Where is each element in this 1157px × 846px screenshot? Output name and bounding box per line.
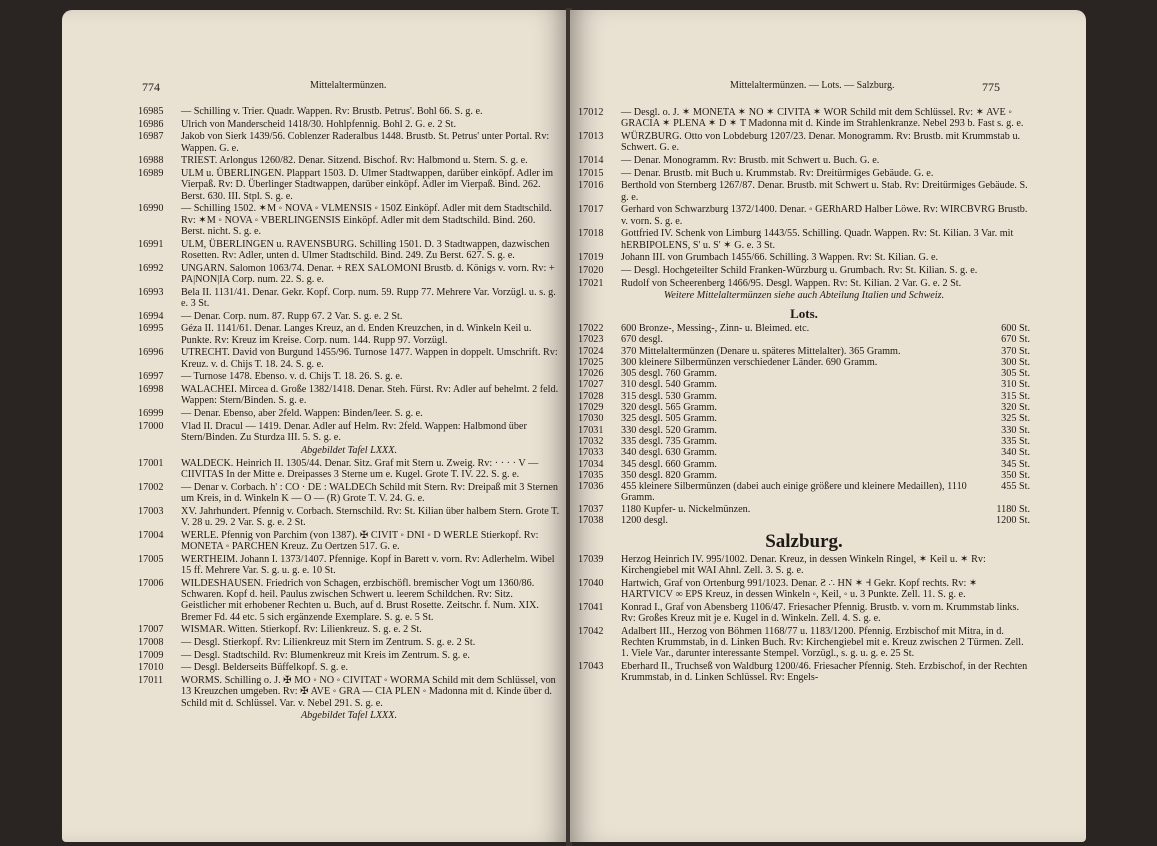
lot-number: 16991 bbox=[138, 238, 164, 250]
lot-row bbox=[578, 323, 1030, 334]
lot-row bbox=[578, 504, 1030, 515]
lot-number: 17038 bbox=[578, 515, 604, 526]
lot-number: 16995 bbox=[138, 323, 164, 335]
lot-number: 17023 bbox=[578, 334, 604, 346]
lot-number: 17035 bbox=[578, 469, 604, 481]
plate-note: Abgebildet Tafel LXXX. bbox=[300, 710, 398, 722]
lot-number: 17025 bbox=[578, 356, 604, 368]
catalog-entry bbox=[578, 131, 1030, 154]
lot-number: 17013 bbox=[578, 130, 604, 142]
catalog-entry bbox=[138, 421, 560, 444]
catalog-entry bbox=[138, 106, 560, 117]
entry-description: TRIEST. Arlongus 1260/82. Denar. Sitzend. Bischof. Rv: Halbmond u. Stern. S. g. e. bbox=[181, 155, 528, 167]
right-entry-list bbox=[578, 107, 1030, 685]
lot-description: 335 desgl. 735 Gramm. bbox=[621, 435, 717, 447]
lot-number: 17019 bbox=[578, 252, 604, 264]
catalog-entry bbox=[138, 624, 560, 635]
entry-description: Berthold von Sternberg 1267/87. Denar. Brustb. mit Schwert u. Stab. Rv: Dreitürmiges Gebäude. S. g. e. bbox=[621, 180, 1028, 203]
catalog-entry bbox=[578, 252, 1030, 263]
lot-number: 17040 bbox=[578, 577, 604, 589]
left-page bbox=[62, 10, 568, 842]
entry-description: — Desgl. Hochgeteilter Schild Franken-Würzburg u. Grumbach. Rv: St. Kilian. S. g. e. bbox=[621, 264, 978, 276]
lot-description: 325 desgl. 505 Gramm. bbox=[621, 413, 717, 425]
lot-number: 17008 bbox=[138, 637, 164, 649]
plate-note: Weitere Mittelaltermünzen siehe auch Abteilung Italien und Schweiz. bbox=[663, 290, 945, 302]
lot-number: 17033 bbox=[578, 447, 604, 459]
lot-description: 1200 desgl. bbox=[621, 515, 668, 526]
lot-row bbox=[578, 368, 1030, 379]
lot-description: 345 desgl. 660 Gramm. bbox=[621, 458, 717, 470]
catalog-entry bbox=[138, 650, 560, 661]
lot-description: 455 kleinere Silbermünzen (dabei auch einige größere und kleinere Medaillen), 1110 Gramm. bbox=[621, 481, 967, 504]
lot-description: 670 desgl. bbox=[621, 334, 663, 346]
catalog-entry bbox=[138, 263, 560, 286]
lot-quantity: 370 St. bbox=[1001, 345, 1030, 357]
lot-number: 17006 bbox=[138, 577, 164, 589]
lot-quantity: 305 St. bbox=[1001, 368, 1030, 380]
entry-description: WÜRZBURG. Otto von Lobdeburg 1207/23. Denar. Monogramm. Rv: Brustb. mit Krummstab u. Schwert. G. e. bbox=[621, 130, 1021, 154]
lot-quantity: 335 St. bbox=[1001, 435, 1030, 447]
catalog-entry bbox=[578, 278, 1030, 289]
right-running-title: Mittelaltermünzen. — Lots. — Salzburg. bbox=[730, 80, 895, 91]
catalog-entry bbox=[578, 204, 1030, 227]
lot-number: 16987 bbox=[138, 131, 164, 143]
catalog-entry bbox=[138, 637, 560, 648]
lot-number: 17010 bbox=[138, 662, 164, 674]
lot-row bbox=[578, 425, 1030, 436]
catalog-entry bbox=[578, 180, 1030, 203]
entry-description: ULM, ÜBERLINGEN u. RAVENSBURG. Schilling 1501. D. 3 Stadtwappen, dazwischen Rosetten. Rv: Adler, unten d. Ulmer Stadtschild. Bind. 249. Zu Berst. 627. S. g. e. bbox=[181, 238, 550, 261]
entry-description: Gottfried IV. Schenk von Limburg 1443/55. Schilling. Quadr. Wappen. Rv: St. Kilian. 3 Var. mit hERBIPOLENS, S' u. S' ✶ G. e. 3 St. bbox=[621, 228, 1014, 251]
lot-description: 320 desgl. 565 Gramm. bbox=[621, 402, 717, 414]
lot-quantity: 320 St. bbox=[1001, 402, 1030, 414]
lot-quantity: 330 St. bbox=[1001, 424, 1030, 436]
lot-description: 315 desgl. 530 Gramm. bbox=[621, 390, 717, 402]
lot-row bbox=[578, 470, 1030, 481]
catalog-entry bbox=[138, 287, 560, 310]
catalog-entry bbox=[138, 347, 560, 370]
lot-row bbox=[578, 402, 1030, 413]
lot-number: 17000 bbox=[138, 420, 164, 432]
lot-number: 17028 bbox=[578, 390, 604, 402]
entry-description: Hartwich, Graf von Ortenburg 991/1023. Denar. Ƨ ∴ HN ✶ Ꟶ Gekr. Kopf rechts. Rv: ✶ HARTVICV ∞ EPS Kreuz, in dessen Winkeln ◦, Keil, ◦ u. 3 Punkte. Zell. 11. S. g. e. bbox=[621, 577, 978, 600]
entry-description: Adalbert III., Herzog von Böhmen 1168/77 u. 1183/1200. Pfennig. Erzbischof mit Mitra, in d. Rechten Krummstab, in d. Linken Buch. Rv: Kirchengiebel mit e. Kreuz zwischen 2 Türmen. Zell. 1. Viele Var., darunter interessante Stempel. Vorzügl., s. g. u. g. e. 25 St. bbox=[621, 625, 1024, 660]
left-entry-list bbox=[138, 106, 560, 724]
catalog-entry bbox=[578, 168, 1030, 179]
lot-number: 17020 bbox=[578, 264, 604, 276]
entry-description: XV. Jahrhundert. Pfennig v. Corbach. Sternschild. Rv: St. Kilian über halbem Stern. Grote T. V. 28 u. 29. 2 Var. S. g. e. 2 St. bbox=[181, 505, 560, 529]
lot-number: 17003 bbox=[138, 505, 164, 517]
plate-note: Abgebildet Tafel LXXX. bbox=[300, 444, 398, 456]
lot-number: 17015 bbox=[578, 167, 604, 179]
lot-description: 350 desgl. 820 Gramm. bbox=[621, 469, 717, 481]
lot-number: 17017 bbox=[578, 204, 604, 216]
lot-number: 17026 bbox=[578, 368, 604, 380]
catalog-entry bbox=[138, 371, 560, 382]
lot-number: 17018 bbox=[578, 228, 604, 240]
lot-number: 17024 bbox=[578, 345, 604, 357]
entry-description: ULM u. ÜBERLINGEN. Plappart 1503. D. Ulmer Stadtwappen, darüber einköpf. Adler im Vierpaß. Rv: D. Überlinger Stadtwappen, darüber einköpf. Adler im Vierpaß. Bind. 262. Berst. 630. III. Stpl. S. g. e. bbox=[181, 168, 554, 202]
lot-number: 17031 bbox=[578, 424, 604, 436]
lot-number: 16988 bbox=[138, 155, 164, 167]
lot-description: 300 kleinere Silbermünzen verschiedener Länder. 690 Gramm. bbox=[621, 356, 878, 368]
catalog-entry bbox=[578, 155, 1030, 166]
lot-number: 17032 bbox=[578, 435, 604, 447]
entry-description: WORMS. Schilling o. J. ✠ MO ◦ NO ◦ CIVITAT ◦ WORMA Schild mit dem Schlüssel, von 13 Kreuzchen umgeben. Rv: ✠ AVE ◦ GRA — CIA PLEN ◦ Madonna mit d. Kinde über d. Schild mit d. Schlüssel. Var. v. Nebel 291. S. g. e. bbox=[181, 675, 556, 709]
lot-description: 370 Mittelaltermünzen (Denare u. späteres Mittelalter). 365 Gramm. bbox=[621, 345, 901, 357]
catalog-entry bbox=[138, 131, 560, 154]
lot-number: 17016 bbox=[578, 180, 604, 192]
catalog-entry bbox=[138, 554, 560, 577]
lot-description: 305 desgl. 760 Gramm. bbox=[621, 368, 717, 380]
lot-description: 1180 Kupfer- u. Nickelmünzen. bbox=[621, 503, 751, 515]
entry-description: Eberhard II., Truchseß von Waldburg 1200/46. Friesacher Pfennig. Steh. Erzbischof, in der Rechten Krummstab, in d. Linken Schlüssel. Rv: Engels- bbox=[621, 660, 1028, 684]
lot-quantity: 1180 St. bbox=[996, 503, 1030, 515]
entry-description: Bela II. 1131/41. Denar. Gekr. Kopf. Corp. num. 59. Rupp 77. Mehrere Var. Vorzügl. u. s. g. e. 3 St. bbox=[181, 286, 556, 309]
right-catalog-entries bbox=[578, 107, 1030, 302]
lot-number: 17014 bbox=[578, 154, 604, 166]
lot-number: 17001 bbox=[138, 457, 164, 469]
entry-description: Herzog Heinrich IV. 995/1002. Denar. Kreuz, in dessen Winkeln Ringel, ✶ Keil u. ✶ Rv: Kirchengiebel mit WAI Ahnl. Zell. 3. S. g. e. bbox=[621, 553, 986, 576]
catalog-entry bbox=[578, 228, 1030, 251]
lot-number: 16992 bbox=[138, 262, 164, 274]
lot-number: 17007 bbox=[138, 624, 164, 636]
lot-description: 310 desgl. 540 Gramm. bbox=[621, 379, 717, 391]
entry-description: — Desgl. Belderseits Büffelkopf. S. g. e. bbox=[181, 662, 349, 674]
entry-description: Vlad II. Dracul — 1419. Denar. Adler auf Helm. Rv: 2feld. Wappen: Halbmond über Stern/Binden. Zu Sturdza III. 5. S. g. e. bbox=[181, 420, 527, 443]
catalog-entry bbox=[578, 602, 1030, 625]
lot-number: 16985 bbox=[138, 106, 164, 117]
lot-quantity: 455 St. bbox=[1001, 481, 1030, 493]
entry-description: WILDESHAUSEN. Friedrich von Schagen, erzbischöfl. bremischer Vogt um 1360/86. Schwaren. Kopf d. heil. Paulus zwischen Schwert u. leerem Schildchen. Rv: Sitz. Geistlicher mit erhobener Rechten u. Buch, auf d. Brust Rosette. Zeitschr. f. Num. XIX. Bremer Fd. 44 etc. 5 sich ergänzende Exemplare. S. g. e. 5 St. bbox=[181, 577, 539, 623]
catalog-entry bbox=[138, 530, 560, 553]
lot-row bbox=[578, 357, 1030, 368]
lot-number: 17036 bbox=[578, 481, 604, 493]
lot-number: 17002 bbox=[138, 481, 164, 493]
lot-number: 17012 bbox=[578, 107, 604, 118]
right-page-number: 775 bbox=[982, 80, 1000, 94]
lot-number: 16993 bbox=[138, 286, 164, 298]
entry-description: — Denar. Brustb. mit Buch u. Krummstab. Rv: Dreitürmiges Gebäude. G. e. bbox=[621, 167, 934, 179]
lot-quantity: 340 St. bbox=[1001, 447, 1030, 459]
catalog-entry bbox=[578, 554, 1030, 577]
lot-number: 16996 bbox=[138, 347, 164, 359]
entry-description: — Turnose 1478. Ebenso. v. d. Chijs T. 18. 26. S. g. e. bbox=[181, 371, 403, 383]
lot-number: 17022 bbox=[578, 322, 604, 334]
lot-row bbox=[578, 334, 1030, 345]
lots-list bbox=[578, 323, 1030, 526]
entry-description: — Schilling 1502. ✶M ◦ NOVA ◦ VLMENSIS ◦ 150Z Einköpf. Adler mit dem Stadtschild. Rv: ✶M ◦ NOVA ◦ VBERLINGENSIS Einköpf. Adler mit dem Stadtschild. Bind. 260. Berst. nicht. S. g. e. bbox=[181, 203, 552, 237]
lot-quantity: 670 St. bbox=[1001, 334, 1030, 346]
lot-description: 600 Bronze-, Messing-, Zinn- u. Bleimed. etc. bbox=[621, 322, 810, 334]
entry-description: Konrad I., Graf von Abensberg 1106/47. Friesacher Pfennig. Brustb. v. vorn m. Krummstab links. Rv: Großes Kreuz mit je e. Kugel in d. Winkeln. Zell. 4. S. g. e. bbox=[621, 601, 1020, 624]
lot-number: 16998 bbox=[138, 383, 164, 395]
catalog-entry bbox=[138, 578, 560, 623]
entry-description: Rudolf von Scheerenberg 1466/95. Desgl. Wappen. Rv: St. Kilian. 2 Var. G. e. 2 St. bbox=[621, 277, 962, 289]
lot-quantity: 350 St. bbox=[1001, 469, 1030, 481]
lot-quantity: 300 St. bbox=[1001, 356, 1030, 368]
lot-number: 17042 bbox=[578, 625, 604, 637]
lot-number: 17021 bbox=[578, 277, 604, 289]
catalog-entry bbox=[578, 661, 1030, 684]
catalog-entry bbox=[138, 119, 560, 130]
entry-description: WERLE. Pfennig von Parchim (von 1387). ✠ CIVIT ◦ DNI ◦ D WERLE Stierkopf. Rv: MONETA ◦ PARCHEN Kreuz. Zu Oertzen 517. G. e. bbox=[181, 529, 539, 553]
lot-number: 16986 bbox=[138, 118, 164, 130]
lot-row bbox=[578, 481, 1030, 504]
lot-number: 16999 bbox=[138, 407, 164, 419]
catalog-entry bbox=[578, 626, 1030, 660]
entry-description: WERTHEIM. Johann I. 1373/1407. Pfennige. Kopf in Barett v. vorn. Rv: Adlerhelm. Wibel 15 ff. Mehrere Var. S. g. u. g. e. 10 St. bbox=[181, 553, 555, 577]
entry-description: UNGARN. Salomon 1063/74. Denar. + REX SALOMONI Brustb. d. Königs v. vorn. Rv: + PA|NON|IA Corp. num. 22. S. g. e. bbox=[181, 262, 555, 285]
catalog-entry bbox=[578, 578, 1030, 601]
lot-number: 17011 bbox=[138, 675, 164, 687]
lot-quantity: 315 St. bbox=[1001, 390, 1030, 402]
lot-quantity: 345 St. bbox=[1001, 458, 1030, 470]
lot-number: 17009 bbox=[138, 649, 164, 661]
entry-description: — Desgl. Stierkopf. Rv: Lilienkreuz mit Stern im Zentrum. S. g. e. 2 St. bbox=[181, 637, 476, 649]
lot-number: 17027 bbox=[578, 379, 604, 391]
catalog-entry bbox=[138, 384, 560, 407]
entry-description: Johann III. von Grumbach 1455/66. Schilling. 3 Wappen. Rv: St. Kilian. G. e. bbox=[621, 252, 939, 264]
lot-row bbox=[578, 447, 1030, 458]
lot-row bbox=[578, 413, 1030, 424]
lots-heading: Lots. bbox=[790, 305, 818, 321]
lot-quantity: 1200 St. bbox=[996, 515, 1030, 526]
lot-number: 17039 bbox=[578, 553, 604, 565]
lot-row bbox=[578, 379, 1030, 390]
lot-number: 16989 bbox=[138, 168, 164, 180]
entry-description: — Desgl. o. J. ✶ MONETA ✶ NO ✶ CIVITA ✶ WOR Schild mit dem Schlüssel. Rv: ✶ AVE ◦ GRACIA ✶ PLENA ✶ D ✶ T Madonna mit d. Kinde im Strahlenkranze. Nebel 293 b. Fast s. g. e. bbox=[621, 107, 1024, 130]
lot-row bbox=[578, 346, 1030, 357]
catalog-entry bbox=[138, 323, 560, 346]
lot-row bbox=[578, 459, 1030, 470]
lot-number: 17043 bbox=[578, 660, 604, 672]
lot-row bbox=[578, 515, 1030, 526]
lot-number: 17005 bbox=[138, 553, 164, 565]
left-page-number: 774 bbox=[142, 80, 160, 94]
lot-description: 330 desgl. 520 Gramm. bbox=[621, 424, 717, 436]
entry-description: — Desgl. Stadtschild. Rv: Blumenkreuz mit Kreis im Zentrum. S. g. e. bbox=[181, 649, 470, 661]
catalog-entry bbox=[138, 203, 560, 237]
entry-description: Ulrich von Manderscheid 1418/30. Hohlpfennig. Bohl 2. G. e. 2 St. bbox=[181, 118, 457, 130]
entry-description: Jakob von Sierk 1439/56. Coblenzer Raderalbus 1448. Brustb. St. Petrus' unter Portal. Rv: Wappen. G. e. bbox=[181, 131, 550, 154]
lot-description: 340 desgl. 630 Gramm. bbox=[621, 447, 717, 459]
catalog-entry bbox=[138, 662, 560, 673]
lot-number: 17029 bbox=[578, 402, 604, 414]
catalog-entry bbox=[138, 675, 560, 709]
lot-number: 17030 bbox=[578, 413, 604, 425]
catalog-entry bbox=[578, 107, 1030, 130]
lot-number: 16990 bbox=[138, 203, 164, 215]
salzburg-heading: Salzburg. bbox=[765, 531, 843, 553]
entry-description: Géza II. 1141/61. Denar. Langes Kreuz, an d. Enden Kreuzchen, in d. Winkeln Keil u. Punkte. Rv: Kreuz im Kreise. Corp. num. 144. Rupp 97. Vorzügl. bbox=[181, 323, 532, 346]
entry-description: Gerhard von Schwarzburg 1372/1400. Denar. ◦ GERhARD Halber Löwe. Rv: WIRCBVRG Brustb. v. vorn. S. g. e. bbox=[621, 204, 1028, 227]
catalog-entry bbox=[138, 311, 560, 322]
catalog-entry bbox=[138, 408, 560, 419]
catalog-entry bbox=[138, 506, 560, 529]
lot-number: 17034 bbox=[578, 458, 604, 470]
catalog-entry bbox=[138, 168, 560, 202]
lot-quantity: 600 St. bbox=[1001, 322, 1030, 334]
lot-row bbox=[578, 391, 1030, 402]
lot-number: 16997 bbox=[138, 371, 164, 383]
salzburg-entry-list bbox=[578, 554, 1030, 684]
lot-number: 17004 bbox=[138, 529, 164, 541]
lot-quantity: 310 St. bbox=[1001, 379, 1030, 391]
entry-description: — Schilling v. Trier. Quadr. Wappen. Rv: Brustb. Petrus'. Bohl 66. S. g. e. bbox=[181, 106, 483, 117]
catalog-entry bbox=[138, 458, 560, 481]
lot-number: 16994 bbox=[138, 310, 164, 322]
entry-description: — Denar. Corp. num. 87. Rupp 67. 2 Var. S. g. e. 2 St. bbox=[181, 310, 403, 322]
lot-quantity: 325 St. bbox=[1001, 413, 1030, 425]
catalog-entry bbox=[138, 239, 560, 262]
entry-description: — Denar v. Corbach. h' : CO · DE : WALDECh Schild mit Stern. Rv: Dreipaß mit 3 Sternen um Kreis, in d. Winkeln K — O — (R) Grote T. V. 24. G. e. bbox=[181, 481, 559, 505]
right-page bbox=[570, 10, 1086, 842]
lot-number: 17037 bbox=[578, 503, 604, 515]
catalog-entry bbox=[578, 265, 1030, 276]
left-running-title: Mittelaltermünzen. bbox=[310, 80, 387, 91]
entry-description: — Denar. Monogramm. Rv: Brustb. mit Schwert u. Buch. G. e. bbox=[621, 154, 880, 166]
entry-description: WALACHEI. Mircea d. Große 1382/1418. Denar. Steh. Fürst. Rv: Adler auf behelmt. 2 feld. Wappen: Stern/Binden. S. g. e. bbox=[181, 383, 559, 407]
entry-description: UTRECHT. David von Burgund 1455/96. Turnose 1477. Wappen in doppelt. Umschrift. Rv: Kreuz. v. d. Chijs T. 18. 24. S. g. e. bbox=[181, 347, 558, 370]
entry-description: WISMAR. Witten. Stierkopf. Rv: Lilienkreuz. S. g. e. 2 St. bbox=[181, 624, 422, 636]
entry-description: — Denar. Ebenso, aber 2feld. Wappen: Binden/leer. S. g. e. bbox=[181, 407, 423, 419]
lot-row bbox=[578, 436, 1030, 447]
lot-number: 17041 bbox=[578, 601, 604, 613]
catalog-entry bbox=[138, 482, 560, 505]
entry-description: WALDECK. Heinrich II. 1305/44. Denar. Sitz. Graf mit Stern u. Zweig. Rv: · · · · V — CIIVITAS In der Mitte e. Dreipasses 3 Sterne um e. Kugel. Grote T. IV. 22. S. g. e. bbox=[181, 457, 539, 481]
catalog-entry bbox=[138, 155, 560, 166]
